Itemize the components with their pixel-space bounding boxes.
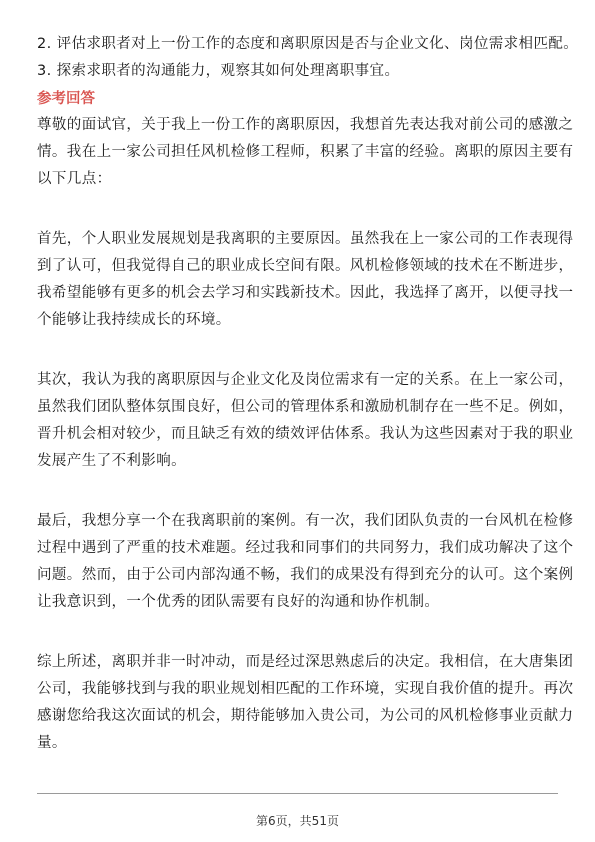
paragraph: [37, 649, 574, 757]
paragraph-line: 公司，我能够找到与我的职业规划相匹配的工作环境，实现自我价值的提升。再次: [37, 681, 574, 697]
paragraph-line: 个能够让我持续成长的环境。: [37, 312, 231, 328]
paragraph-line: 我希望能够有更多的机会去学习和实践新技术。因此，我选择了离开，以便寻找一: [37, 285, 574, 301]
paragraph: [37, 508, 574, 616]
paragraph-line: 感谢您给我这次面试的机会，期待能够加入贵公司，为公司的风机检修事业贡献力: [37, 708, 574, 724]
paragraph-line: 过程中遇到了严重的技术难题。经过我和同事们的共同努力，我们成功解决了这个: [37, 540, 574, 556]
paragraph: [37, 226, 574, 334]
paragraph-line: 综上所述，离职并非一时冲动，而是经过深思熟虑后的决定。我相信，在大唐集团: [37, 654, 574, 670]
paragraph-line: 量。: [37, 735, 67, 751]
paragraph-line: 最后，我想分享一个在我离职前的案例。有一次，我们团队负责的一台风机在检修: [37, 513, 574, 529]
paragraph-line: 虽然我们团队整体氛围良好，但公司的管理体系和激励机制存在一些不足。例如，: [37, 399, 574, 415]
intro-item-3: 3. 探索求职者的沟通能力，观察其如何处理离职事宜。: [37, 63, 400, 79]
paragraph-gap: [37, 193, 561, 226]
page-number: 第6页，共51页: [256, 814, 339, 828]
paragraph-line: 情。我在上一家公司担任风机检修工程师，积累了丰富的经验。离职的原因主要有: [37, 144, 574, 160]
paragraph-line: 晋升机会相对较少，而且缺乏有效的绩效评估体系。我认为这些因素对于我的职业: [37, 426, 574, 442]
paragraph-gap: [37, 616, 561, 649]
paragraph-gap: [37, 475, 561, 508]
paragraph-gap: [37, 334, 561, 367]
paragraph-line: 发展产生了不利影响。: [37, 453, 186, 469]
intro-item-2: 2. 评估求职者对上一份工作的态度和离职原因是否与企业文化、岗位需求相匹配。: [37, 36, 579, 52]
document-body: [37, 31, 579, 757]
paragraph-line: 让我意识到，一个优秀的团队需要有良好的沟通和协作机制。: [37, 594, 440, 610]
paragraph-line: 问题。然而，由于公司内部沟通不畅，我们的成果没有得到充分的认可。这个案例: [37, 567, 574, 583]
paragraph-line: 到了认可，但我觉得自己的职业成长空间有限。风机检修领域的技术在不断进步，: [37, 258, 574, 274]
paragraph: [37, 367, 574, 475]
answer-heading: 参考回答: [37, 91, 95, 107]
footer-divider: [37, 793, 558, 794]
answer-paragraphs: [37, 112, 574, 757]
paragraph-line: 尊敬的面试官，关于我上一份工作的离职原因，我想首先表达我对前公司的感激之: [37, 117, 574, 133]
paragraph-line: 其次，我认为我的离职原因与企业文化及岗位需求有一定的关系。在上一家公司，: [37, 372, 574, 388]
paragraph-line: 以下几点：: [37, 171, 112, 187]
paragraph: [37, 112, 574, 193]
paragraph-line: 首先，个人职业发展规划是我离职的主要原因。虽然我在上一家公司的工作表现得: [37, 231, 574, 247]
